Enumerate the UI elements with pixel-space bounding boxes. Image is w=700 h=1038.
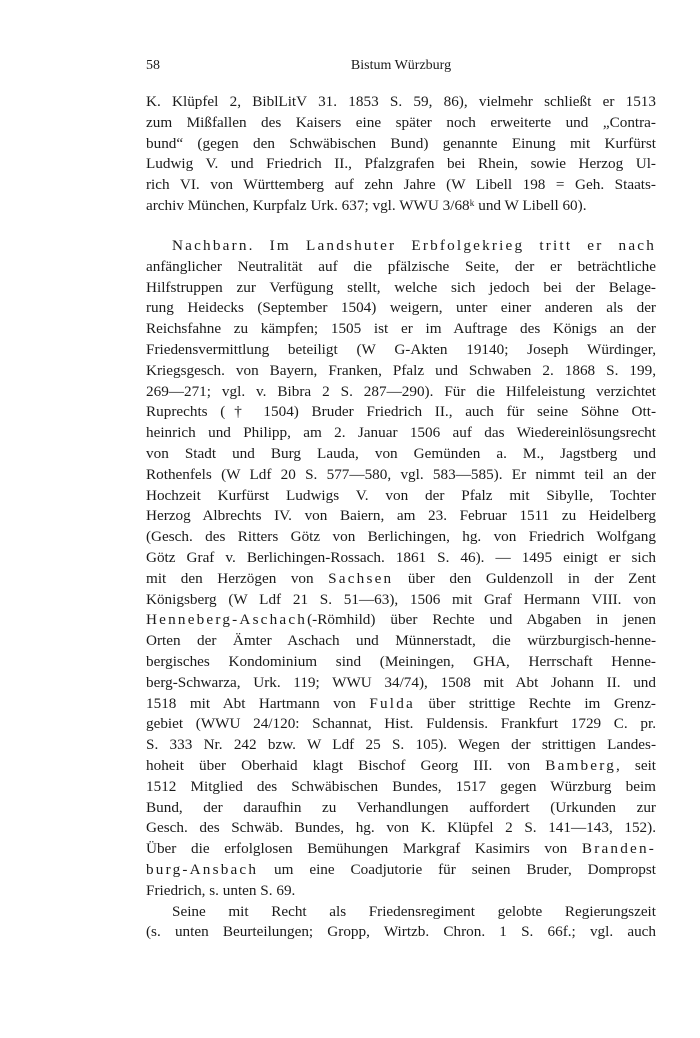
text-line: Kriegsgesch. von Bayern, Franken, Pfalz und Schwaben 2. 1868 S. 199, xyxy=(146,361,656,379)
text-line: S. 333 Nr. 242 bzw. W Ldf 25 S. 105). Wegen der strittigen Landes- xyxy=(146,736,656,754)
place-name-bamberg: Bamberg xyxy=(545,756,617,774)
place-name-ansbach: burg-Ansbach xyxy=(146,860,259,878)
text-line: Rothenfels (W Ldf 20 S. 577—580, vgl. 583—585). Er nimmt teil an der xyxy=(146,465,656,483)
text-line: Ruprechts († 1504) Bruder Friedrich II., auch für seine Söhne Ott- xyxy=(146,403,656,421)
text-line: hoheit über Oberhaid klagt Bischof Georg III. von Bamberg, seit xyxy=(146,756,656,774)
place-name-sachsen: Sachsen xyxy=(328,569,394,587)
text-line: bergisches Kondominium sind (Meiningen, GHA, Herrschaft Henne- xyxy=(146,652,656,670)
text-line: bund“ (gegen den Schwäbischen Bund) genannte Einung mit Kurfürst xyxy=(146,134,656,152)
text-line: rich VI. von Württemberg auf zehn Jahre (W Libell 198 = Geh. Staats- xyxy=(146,176,656,194)
text-line: Herzog Albrechts IV. von Baiern, am 23. Februar 1511 zu Heidelberg xyxy=(146,507,656,525)
text-line: berg-Schwarza, Urk. 119; WWU 34/74), 1508 mit Abt Johann II. und xyxy=(146,673,656,691)
text-line: Über die erfolglosen Bemühungen Markgraf Kasimirs von Branden- xyxy=(146,840,656,858)
place-name-fulda: Fulda xyxy=(369,694,415,712)
text-line: burg-Ansbach um eine Coadjutorie für seinen Bruder, Dompropst xyxy=(146,860,656,878)
paragraph-nachbarn xyxy=(146,236,656,943)
text-line: Bund, der daraufhin zu Verhandlungen auffordert (Urkunden zur xyxy=(146,798,656,816)
text-line: 1518 mit Abt Hartmann von Fulda über strittige Rechte im Grenz- xyxy=(146,694,656,712)
place-name-brandenburg: Branden- xyxy=(581,840,656,858)
text-line: mit den Herzögen von Sachsen über den Guldenzoll in der Zent xyxy=(146,569,656,587)
text-line: archiv München, Kurpfalz Urk. 637; vgl. WWU 3/68ᵏ und W Libell 60). xyxy=(146,196,587,214)
text-line: Gesch. des Schwäb. Bundes, hg. von K. Klüpfel 2 S. 141—143, 152). xyxy=(146,819,656,837)
text-line: rung Heidecks (September 1504) weigern, unter einer anderen als der xyxy=(146,299,656,317)
text-line: von Stadt und Burg Lauda, von Gemünden a. M., Jagstberg und xyxy=(146,444,656,462)
text-line: heinrich und Philipp, am 2. Januar 1506 auf das Wiedereinlösungsrecht xyxy=(146,424,656,442)
section-heading-nachbarn: Nachbarn. xyxy=(172,237,255,254)
text-line: 1512 Mitglied des Schwäbischen Bundes, 1517 gegen Würzburg beim xyxy=(146,777,656,795)
running-title: Bistum Würzburg xyxy=(350,58,452,73)
text-line: Friedensvermittlung beteiligt (W G-Akten 19140; Joseph Würdinger, xyxy=(146,340,656,358)
text-line: Königsberg (W Ldf 21 S. 51—63), 1506 mit Graf Hermann VIII. von xyxy=(146,590,656,608)
paragraph-contrabund xyxy=(146,92,656,217)
text-line: Henneberg-Aschach(-Römhild) über Rechte und Abgaben in jenen xyxy=(146,611,656,629)
text-line: Ludwig V. und Friedrich II., Pfalzgrafen bei Rhein, sowie Herzog Ul- xyxy=(146,155,656,173)
text-line: (s. unten Beurteilungen; Gropp, Wirtzb. Chron. 1 S. 66f.; vgl. auch xyxy=(146,923,656,941)
text-line: zum Mißfallen des Kaisers eine später noch erweiterte und „Contra- xyxy=(146,113,656,131)
text-line: Friedrich, s. unten S. 69. xyxy=(146,881,296,899)
page-number: 58 xyxy=(146,58,160,73)
text-line: Götz Graf v. Berlichingen-Rossach. 1861 S. 46). — 1495 einigt er sich xyxy=(146,548,656,566)
text-line: Seine mit Recht als Friedensregiment gelobte Regierungszeit xyxy=(172,902,656,920)
text-line: anfänglicher Neutralität auf die pfälzische Seite, der er beträchtliche xyxy=(146,257,656,275)
place-name-henneberg: Henneberg-Aschach xyxy=(146,611,308,629)
text-line: Orten der Ämter Aschach und Münnerstadt, die würzburgisch-henne- xyxy=(146,632,656,650)
text-line: Reichsfahne zu kämpfen; 1505 ist er im Auftrage des Königs an der xyxy=(146,320,656,338)
text-line: Hochzeit Kurfürst Ludwigs V. von der Pfalz mit Sibylle, Tochter xyxy=(146,486,656,504)
text-line: gebiet (WWU 24/120: Schannat, Hist. Fuldensis. Frankfurt 1729 C. pr. xyxy=(146,715,656,733)
text-line: Hilfstruppen zur Verfügung stellt, welche sich jedoch bei der Belage- xyxy=(146,278,656,296)
text-line: 269—271; vgl. v. Bibra 2 S. 287—290). Für die Hilfeleistung verzichtet xyxy=(146,382,656,400)
page-header xyxy=(146,58,656,78)
text-line: Nachbarn. Im Landshuter Erbfolgekrieg tritt er nach xyxy=(172,237,656,254)
text-line: K. Klüpfel 2, BiblLitV 31. 1853 S. 59, 86), vielmehr schließt er 1513 xyxy=(146,93,656,110)
text-line: (Gesch. des Ritters Götz von Berlichingen, hg. von Friedrich Wolfgang xyxy=(146,528,656,546)
